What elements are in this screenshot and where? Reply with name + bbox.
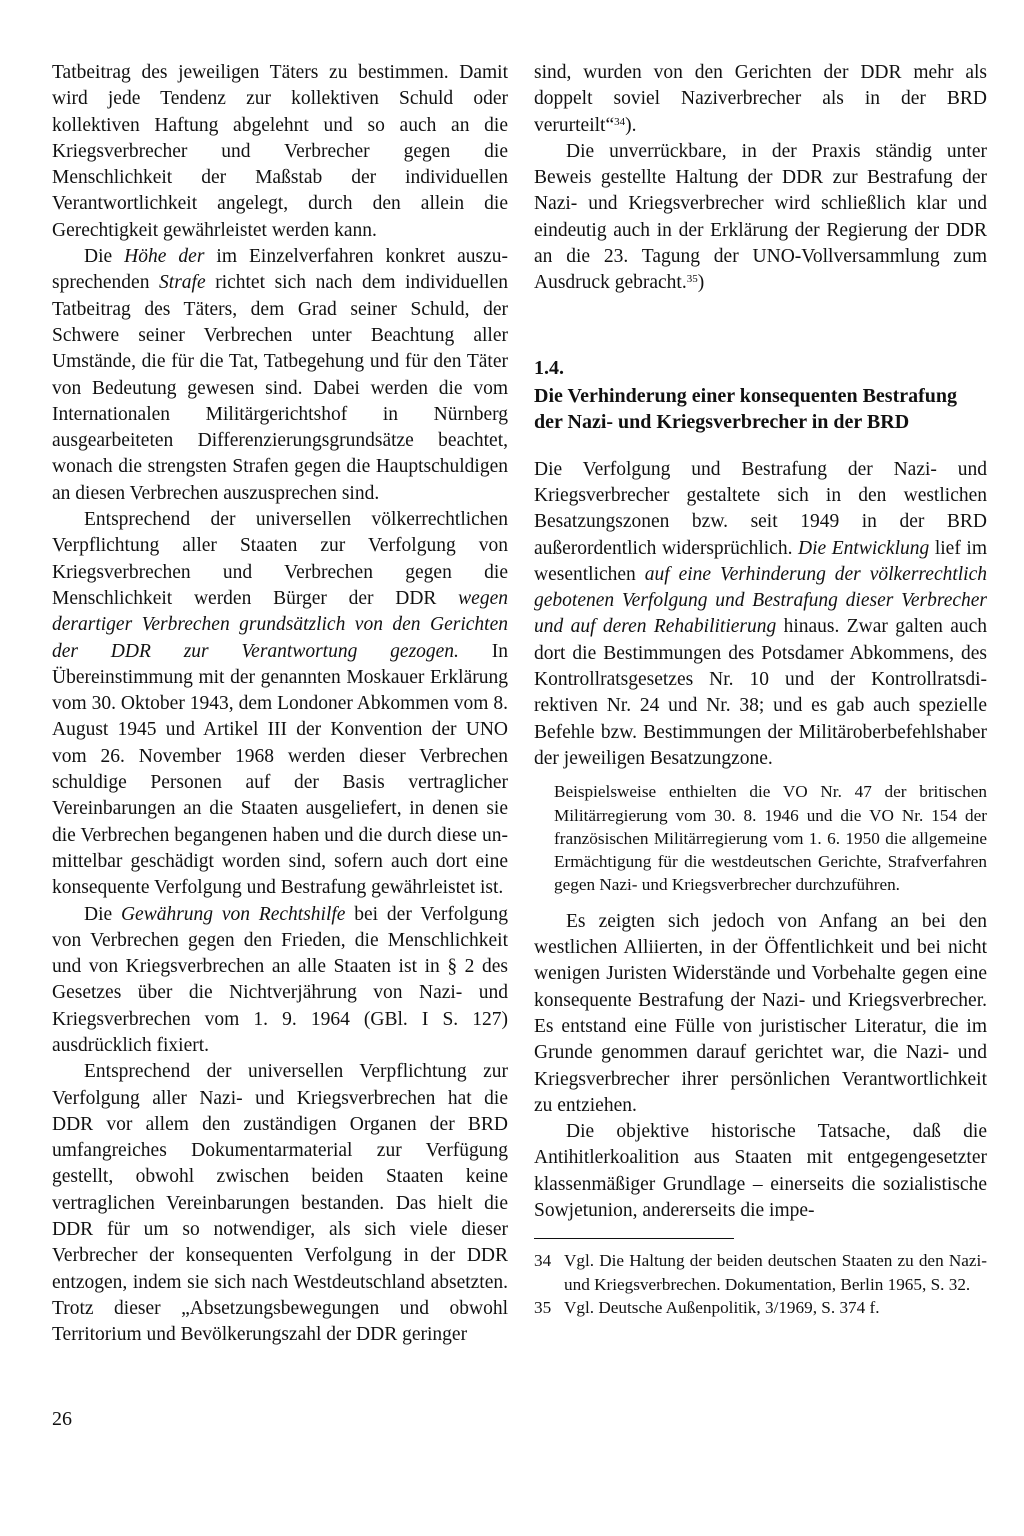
- paragraph: [52, 1059, 508, 1348]
- paragraph: [52, 507, 508, 901]
- text: im Einzelverfahren konkret auszusprechenden: [52, 246, 509, 294]
- paragraph: [52, 902, 508, 1060]
- text: Es zeigten sich jedoch von Anfang an bei den westlichen Alliierten, in der Öffentlichkeit und bei nicht wenigen Juristen Widerstände und Vorbehalte gegen eine konsequente Bestrafung der Nazi- und Kriegsverbrecher. Es entstand eine Fülle von juristischer Literatur, die im Grunde genommen darauf gerichtet war, die Nazi- und Kriegsverbrecher ihrer persönlichen Verantwortlichkeit zu entziehen.: [534, 910, 987, 1116]
- italic-text: auf eine Verhinderung der völkerrechtlich gebotenen Verfolgung und Bestrafung dieser Verbrecher und auf deren Rehabilitierung: [534, 563, 988, 638]
- footnote-ref: 35: [686, 273, 698, 286]
- left-column: [52, 60, 508, 1349]
- page-number: 26: [52, 1408, 72, 1430]
- text: Die: [84, 903, 121, 925]
- footnote-text: Vgl. Die Haltung der beiden deutschen Staaten zu den Nazi- und Kriegsverbrechen. Dokumentation, Berlin 1965, S. 32.: [564, 1251, 987, 1294]
- text: Die Verfolgung und Bestrafung der Nazi- und Kriegsverbrecher gestaltete sich in den westlichen Besatzungszonen bzw. seit 1949 in der BRD außerordentlich widersprüchlich.: [534, 458, 987, 559]
- text: ): [697, 272, 705, 294]
- text: bei der Verfolgung von Verbrechen gegen den Frieden, die Menschlichkeit und von Kriegsverbrechen an alle Staaten ist in § 2 des Gesetzes über die Nichtverjährung von Nazi- und Kriegsverbrechen vom 1. 9. 1964 (GBl. I S. 127) ausdrücklich fixiert.: [52, 903, 508, 1056]
- footnote-divider: [534, 1238, 734, 1239]
- section-title: Die Verhinderung einer konsequenten Bestrafung der Nazi- und Kriegsverbrecher in der BRD: [534, 384, 958, 433]
- text: Tatbeitrag des jeweiligen Täters zu bestimmen. Damit wird jede Tendenz zur kollektiven Schuld oder kollektiven Haftung abgelehnt und so auch an die Kriegsverbrecher und Verbrecher gegen die Menschlichkeit der Maßstab der individuellen Verantwortlichkeit angelegt, durch den allein die Gerechtigkeit gewährleistet werden kann.: [52, 62, 508, 241]
- text: hinaus. Zwar galten auch dort die Bestimmungen des Potsdamer Abkommens, des Kontrollratsgesetzes Nr. 10 und der Kontrollratsdirektiven Nr. 24 und Nr. 38; und es gab auch spezielle Befehle bzw. Bestimmungen der Militäroberbefehlshaber der jeweiligen Besatzungzone.: [534, 616, 987, 769]
- paragraph: [534, 457, 987, 773]
- text: lief im wesentlichen: [534, 537, 987, 585]
- italic-text: Höhe der: [124, 246, 205, 268]
- text: ).: [625, 114, 637, 136]
- paragraph: [534, 909, 987, 1119]
- footnote: [534, 1249, 987, 1296]
- section-number: 1.4.: [534, 356, 564, 379]
- footnote: [534, 1296, 987, 1319]
- paragraph: [534, 139, 987, 297]
- italic-text: Die Entwicklung: [798, 537, 930, 559]
- right-column: [534, 60, 987, 1319]
- text: richtet sich nach dem individuellen Tatbeitrag des Täters, dem Grad seiner Schuld, der Schwere seiner Verbrechen unter Beachtung aller Umstände, die für die Tat, Tatbegehung und für den Täter von Bedeutung gewesen sind. Dabei werden die vom Internationalen Militärgerichtshof in Nürnberg ausgearbeiteten Differenzierungsgrundsätze beachtet, wonach die strengsten Strafen gegen die Hauptschuldigen an diesen Verbrechen auszusprechen sind.: [52, 272, 509, 504]
- paragraph: [534, 1119, 987, 1224]
- paragraph: [52, 60, 508, 244]
- text: Entsprechend der universellen Verpflichtung zur Verfolgung aller Nazi- und Kriegsverbrechen hat die DDR vor allem den zuständigen Organen der BRD umfangreiches Dokumentarmaterial zur Verfügung gestellt, obwohl zwischen beiden Staaten keine vertraglichen Vereinbarungen bestanden. Das hielt die DDR für um so notwendiger, als sich viele dieser Verbrecher der konsequenten Verfolgung in der DDR entzogen, indem sie sich nach Westdeutschland absetzten. Trotz dieser „Absetzungsbewegungen und obwohl Territorium und Bevölkerungszahl der DDR geringer: [52, 1061, 508, 1346]
- footnote-number: 34: [534, 1251, 552, 1271]
- italic-text: Strafe: [159, 272, 206, 294]
- footnote-ref: 34: [614, 115, 626, 128]
- italic-text: wegen derartiger Verbrechen grundsätzlich von den Gerichten der DDR zur Verantwortung gezogen.: [52, 587, 508, 662]
- text: sind, wurden von den Gerichten der DDR mehr als doppelt soviel Naziverbrecher als in der BRD verurteilt“: [534, 62, 987, 136]
- text: Die objektive historische Tatsache, daß die Antihitlerkoalition aus Staaten mit entgegengesetzter klassenmäßiger Grundlage – einerseits die sozialistische Sowjetunion, andererseits die impe-: [534, 1121, 987, 1221]
- footnote-text: Vgl. Deutsche Außenpolitik, 3/1969, S. 374 f.: [564, 1297, 880, 1317]
- italic-text: Gewährung von Rechtshilfe: [120, 903, 346, 925]
- paragraph: [534, 60, 987, 139]
- text: Die unverrückbare, in der Praxis ständig unter Beweis gestellte Haltung der DDR zur Bestrafung der Nazi- und Kriegsverbrecher wird schließlich klar und eindeutig auch in der Erklärung der Regierung der DDR an die 23. Tagung der UNO-Vollversammlung zum Ausdruck gebracht.: [534, 140, 987, 294]
- text: In Übereinstimmung mit der genannten Moskauer Erklärung vom 30. Oktober 1943, dem Londoner Abkommen vom 8. August 1945 und Artikel III der Konvention der UNO vom 26. November 1968 werden dieser Verbrechen schuldige Personen auf der Basis vertraglicher Vereinbarungen an die Staaten ausgeliefert, in denen sie die Verbrechen begangenen haben und die durch diese unmittelbar geschädigt worden sind, sofern auch dort eine konsequente Verfolgung und Bestrafung gewährleistet ist.: [52, 640, 508, 899]
- small-print-note: Beispielsweise enthielten die VO Nr. 47 der britischen Militärregierung vom 30. 8. 1946 und die VO Nr. 154 der französischen Militärregierung vom 1. 6. 1950 die allgemeine Ermächtigung für die westdeutschen Gerichte, Strafverfahren gegen Nazi- und Kriegsverbrecher durchzuführen.: [554, 782, 987, 895]
- paragraph: [52, 244, 508, 507]
- text: Entsprechend der universellen völkerrechtlichen Verpflichtung aller Staaten zur Verfolgung von Kriegsverbrechen und Verbrechen gegen die Menschlichkeit werden Bürger der DDR: [52, 509, 508, 609]
- text: Die: [84, 246, 125, 268]
- footnote-number: 35: [534, 1297, 552, 1317]
